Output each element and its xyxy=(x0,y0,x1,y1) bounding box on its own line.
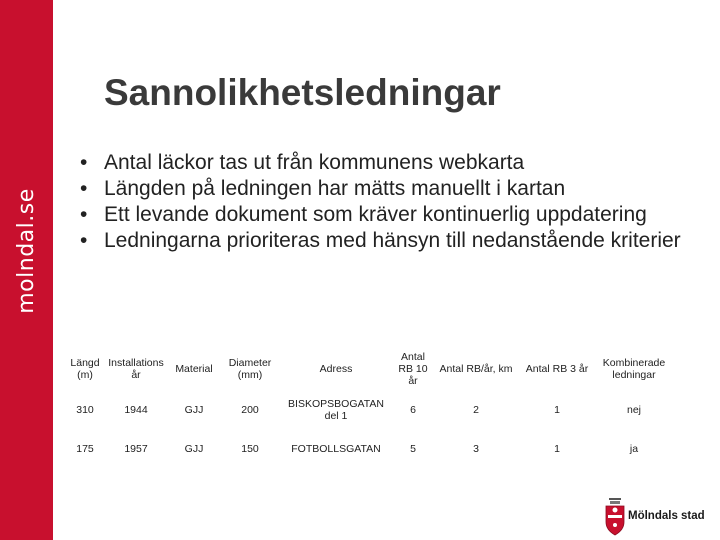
logo-text: Mölndals stad xyxy=(628,510,705,522)
table-header-row xyxy=(66,350,672,388)
brand-url: molndal.se xyxy=(14,188,39,314)
table-cell: 1 xyxy=(554,404,560,416)
slide-title: Sannolikhetsledningar xyxy=(104,72,501,113)
table-cell: 310 xyxy=(76,404,94,416)
column-header: Diameter (mm) xyxy=(228,357,272,381)
bullet-item: • Ledningarna prioriteras med hänsyn till nedanstående kriterier xyxy=(78,228,708,254)
table-cell: 3 xyxy=(473,443,479,455)
table-cell: GJJ xyxy=(184,443,204,455)
table-cell: 200 xyxy=(241,404,259,416)
table-cell: 1957 xyxy=(124,443,148,455)
table-cell: 6 xyxy=(410,404,416,416)
bullet-item: • Antal läckor tas ut från kommunens webkarta xyxy=(78,150,708,176)
table-cell: FOTBOLLSGATAN xyxy=(291,443,381,455)
column-header: Antal RB/år, km xyxy=(439,363,513,375)
criteria-table xyxy=(66,350,672,466)
table-cell: GJJ xyxy=(184,404,204,416)
bullet-list xyxy=(78,150,708,254)
column-header: Antal RB 3 år xyxy=(525,363,589,375)
column-header: Material xyxy=(175,363,213,375)
column-header: Kombinerade ledningar xyxy=(602,357,666,381)
table-cell: 1944 xyxy=(124,404,148,416)
molndals-stad-logo xyxy=(604,497,716,537)
bullet-item: • Längden på ledningen har mätts manuellt i kartan xyxy=(78,176,708,202)
table-cell: 175 xyxy=(76,443,94,455)
table-cell: BISKOPSBOGATAN del 1 xyxy=(288,398,384,422)
table-cell: ja xyxy=(629,443,639,455)
column-header: Längd (m) xyxy=(70,357,100,381)
table-cell: nej xyxy=(626,404,641,416)
column-header: Antal RB 10 år xyxy=(398,351,428,387)
bullet-item: • Ett levande dokument som kräver kontinuerlig uppdatering xyxy=(78,202,708,228)
table-row xyxy=(66,388,672,432)
molndal-coat-of-arms-icon xyxy=(604,497,626,537)
table-cell: 2 xyxy=(473,404,479,416)
column-header: Adress xyxy=(319,363,353,375)
table-cell: 1 xyxy=(554,443,560,455)
sidebar-brand-bar xyxy=(0,0,53,540)
table-row xyxy=(66,432,672,466)
table-cell: 150 xyxy=(241,443,259,455)
table-cell: 5 xyxy=(410,443,416,455)
column-header: Installations år xyxy=(108,357,164,381)
